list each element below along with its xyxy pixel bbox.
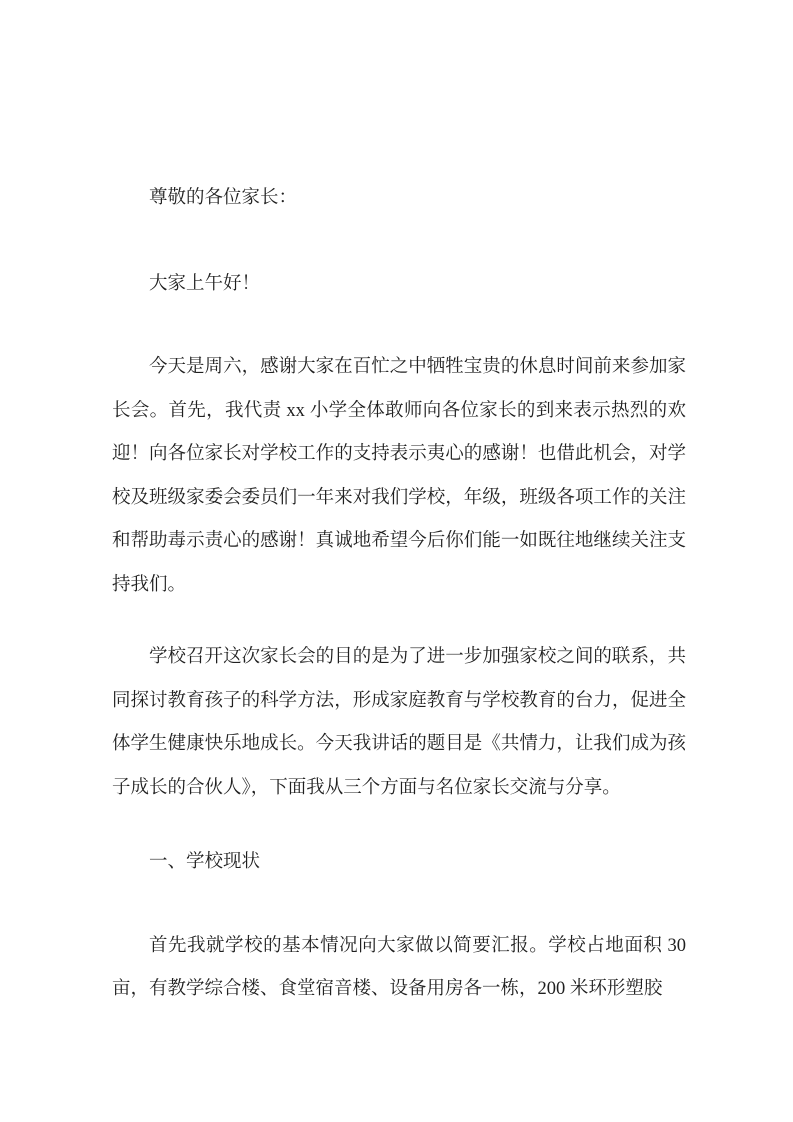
salutation-line: 尊敬的各位家长：: [149, 188, 298, 208]
greeting-line: 大家上午好！: [149, 273, 261, 294]
body-paragraph-2: 学校召开这次家长会的目的是为了进一步加强家校之间的联系，共同探讨教育孩子的科学方法，形成家庭教育与学校教育的台力，促进全体学生健康快乐地成长。今天我讲话的题目是《共情力，让我们成为孩子成长的合伙人》，下面我从三个方面与名位家长交流与分享。: [112, 647, 686, 798]
body-paragraph-1: 今天是周六，感谢大家在百忙之中牺牲宝贵的休息时间前来参加家长会。首先，我代责 xx 小学全体敢师向各位家长的到来表示热烈的欢迎！向各位家长对学校工作的支持表示夷心的感谢！也借此机会，对学校及班级家委会委员们一年来对我们学校，年级，班级各项工作的关注和帮助毒示责心的感谢！真诚地希望今后你们能一如既往地继续关注支持我们。: [112, 357, 686, 595]
section-heading: 一、学校现状: [149, 852, 261, 872]
body-paragraph-3: 首先我就学校的基本情况向大家做以简要汇报。学校占地面积 30 亩，有教学综合楼、食堂宿音楼、设备用房各一栋，200 米环形塑胶: [112, 935, 686, 999]
